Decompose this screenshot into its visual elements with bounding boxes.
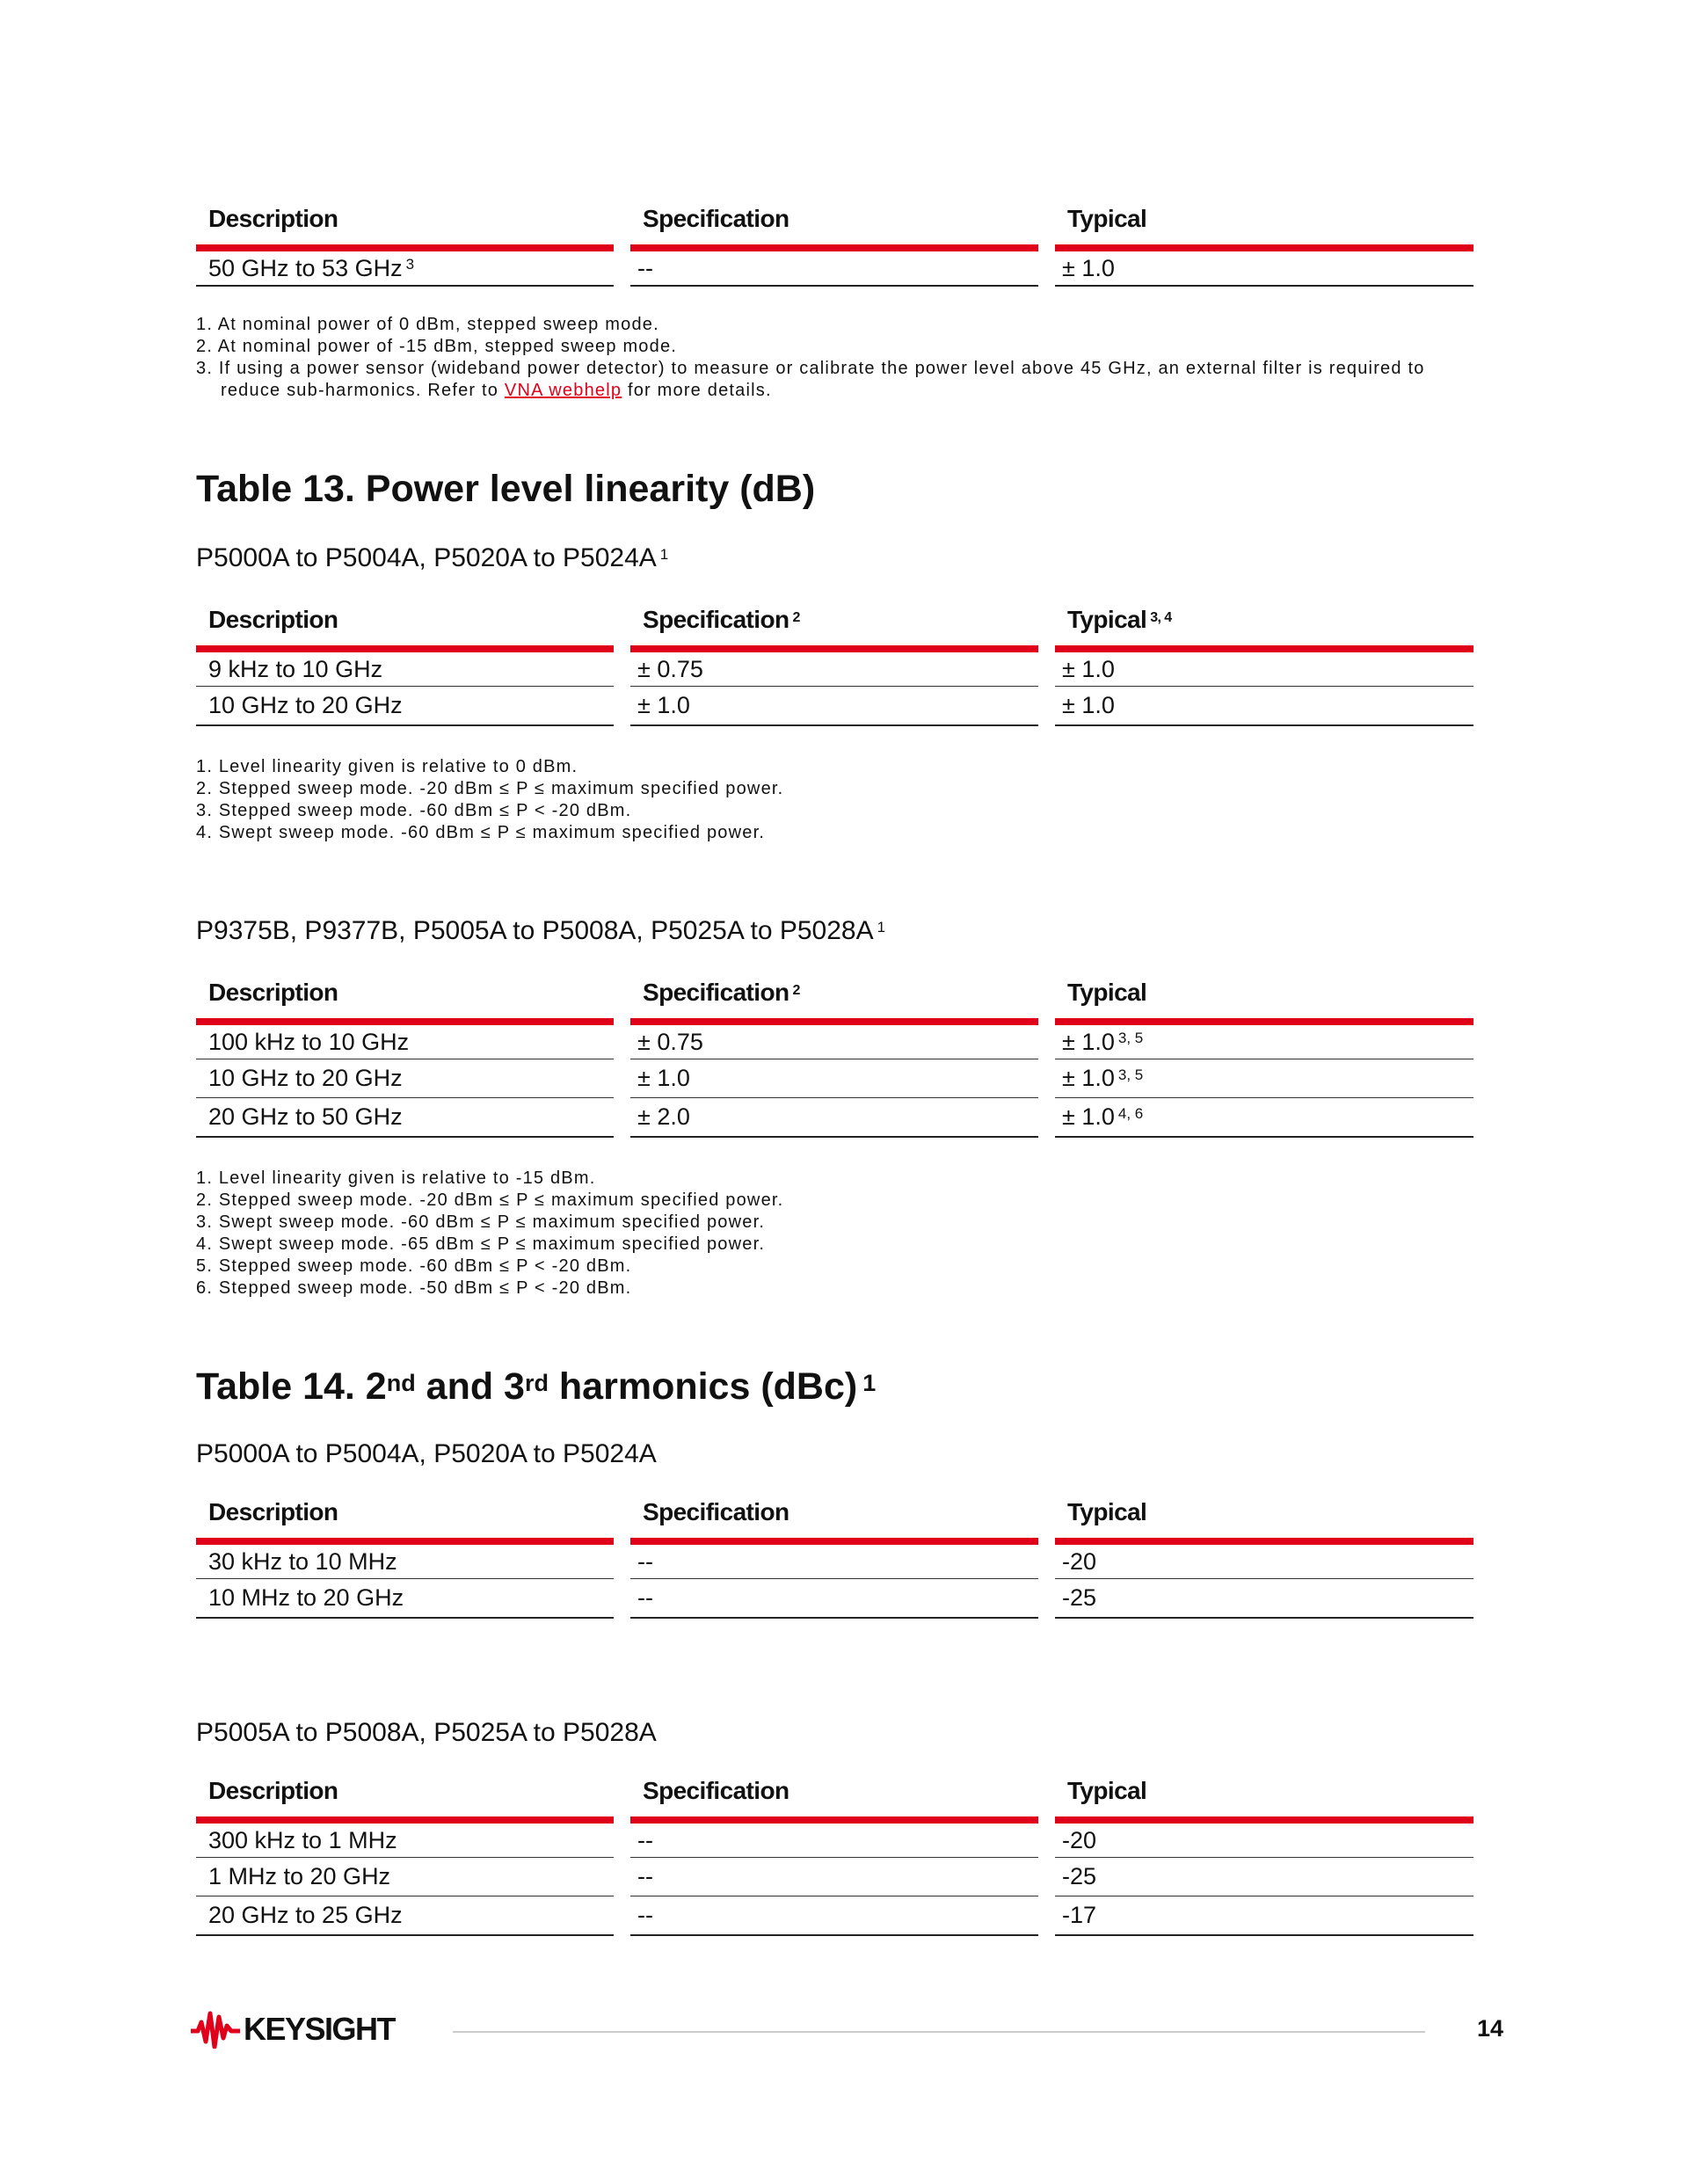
header-text: Typical xyxy=(1067,1498,1147,1525)
table-cell xyxy=(196,1545,614,1579)
column-header xyxy=(196,978,614,1025)
table-cell xyxy=(1055,1579,1473,1619)
cell-text: 1 MHz to 20 GHz xyxy=(208,1863,391,1889)
table-13a-subtitle xyxy=(196,542,1473,574)
cell-text: -- xyxy=(637,1863,653,1889)
table-cell xyxy=(1055,251,1473,287)
header-text: Specification xyxy=(643,205,789,232)
cell-text: 50 GHz to 53 GHz xyxy=(208,255,403,281)
footnote-ref: 3 xyxy=(405,256,415,273)
subtitle-text: P5000A to P5004A, P5020A to P5024A xyxy=(196,543,657,572)
table-cell xyxy=(630,687,1038,726)
table-cell xyxy=(630,1098,1038,1138)
table-13-title: Table 13. Power level linearity (dB) xyxy=(196,468,816,510)
keysight-wave-icon xyxy=(191,2010,240,2049)
column-header xyxy=(630,605,1038,652)
header-text: Specification xyxy=(643,1498,789,1525)
table-cell xyxy=(1055,1858,1473,1896)
table-cell xyxy=(1055,1098,1473,1138)
cell-text: ± 1.0 xyxy=(1062,692,1115,718)
table-cell xyxy=(630,1579,1038,1619)
header-text: Description xyxy=(208,606,338,633)
table-cell xyxy=(196,1059,614,1098)
column-header xyxy=(630,978,1038,1025)
table-cell xyxy=(1055,1896,1473,1936)
cell-text: 300 kHz to 1 MHz xyxy=(208,1827,397,1853)
table-13b xyxy=(196,978,1473,1138)
footnote: 1. Level linearity given is relative to 0 dBm. xyxy=(196,757,578,776)
footnote: 4. Swept sweep mode. -60 dBm ≤ P ≤ maximum specified power. xyxy=(196,823,766,842)
table-cell xyxy=(1055,652,1473,687)
table-cell xyxy=(196,1858,614,1896)
header-text: Description xyxy=(208,979,338,1006)
column-header xyxy=(196,1776,614,1824)
footer-divider xyxy=(453,2031,1425,2033)
cell-text: ± 1.0 xyxy=(637,1065,690,1091)
cell-text: 10 GHz to 20 GHz xyxy=(208,692,403,718)
footnote-ref: 2 xyxy=(792,983,800,998)
table-13a xyxy=(196,605,1473,726)
footnote-ref: 2 xyxy=(792,610,800,625)
table-cell xyxy=(630,1896,1038,1936)
table-cell xyxy=(196,1824,614,1858)
footnote: 2. Stepped sweep mode. -20 dBm ≤ P ≤ maximum specified power. xyxy=(196,779,784,798)
table-cell xyxy=(1055,1059,1473,1098)
table-cell xyxy=(1055,1824,1473,1858)
table-cell xyxy=(630,1858,1038,1896)
cell-text: 9 kHz to 10 GHz xyxy=(208,656,383,682)
header-text: Specification xyxy=(643,979,789,1006)
table-14a xyxy=(196,1497,1473,1619)
top-spec-table xyxy=(196,204,1473,287)
cell-text: -- xyxy=(637,1827,653,1853)
column-header xyxy=(1055,605,1473,652)
table-cell xyxy=(630,652,1038,687)
footnote: 3. Stepped sweep mode. -60 dBm ≤ P < -20 dBm. xyxy=(196,801,632,820)
footnote-ref: 1 xyxy=(659,546,669,563)
header-text: Specification xyxy=(643,606,789,633)
cell-text: ± 1.0 xyxy=(1062,656,1115,682)
table-cell xyxy=(196,687,614,726)
header-text: Description xyxy=(208,1498,338,1525)
footnote: 3. Swept sweep mode. -60 dBm ≤ P ≤ maximum specified power. xyxy=(196,1212,766,1232)
table-13a-footnotes xyxy=(196,756,1473,844)
table-cell xyxy=(630,1545,1038,1579)
cell-text: 10 MHz to 20 GHz xyxy=(208,1584,404,1611)
subtitle-text: P9375B, P9377B, P5005A to P5008A, P5025A to P5028A xyxy=(196,916,874,945)
cell-text: -- xyxy=(637,255,653,281)
table-cell xyxy=(196,1098,614,1138)
footnote: 1. At nominal power of 0 dBm, stepped sweep mode. xyxy=(196,315,659,334)
table-cell xyxy=(196,1025,614,1059)
header-text: Typical xyxy=(1067,1777,1147,1804)
cell-text: ± 1.0 xyxy=(1062,1103,1115,1130)
footnote-text: for more details. xyxy=(622,381,772,400)
cell-text: -25 xyxy=(1062,1584,1097,1611)
cell-text: -- xyxy=(637,1902,653,1928)
cell-text: -25 xyxy=(1062,1863,1097,1889)
cell-text: -- xyxy=(637,1548,653,1575)
column-header xyxy=(196,1497,614,1545)
vna-webhelp-link[interactable]: VNA webhelp xyxy=(504,381,622,400)
table-cell xyxy=(196,1896,614,1936)
column-header xyxy=(1055,1497,1473,1545)
table-cell xyxy=(630,251,1038,287)
footnote-ref: 3, 4 xyxy=(1150,610,1172,625)
table-cell xyxy=(630,1059,1038,1098)
cell-text: -- xyxy=(637,1584,653,1611)
table-cell xyxy=(630,1025,1038,1059)
cell-text: -17 xyxy=(1062,1902,1097,1928)
cell-text: ± 1.0 xyxy=(1062,255,1115,281)
footnote: 2. At nominal power of -15 dBm, stepped sweep mode. xyxy=(196,337,678,356)
footnote: 1. Level linearity given is relative to -15 dBm. xyxy=(196,1168,596,1188)
table-cell xyxy=(630,1824,1038,1858)
footnote: 4. Swept sweep mode. -65 dBm ≤ P ≤ maximum specified power. xyxy=(196,1234,766,1254)
footnote-ref: 3, 5 xyxy=(1117,1030,1144,1046)
cell-text: -20 xyxy=(1062,1548,1097,1575)
cell-text: -20 xyxy=(1062,1827,1097,1853)
cell-text: ± 2.0 xyxy=(637,1103,690,1130)
table-cell xyxy=(1055,687,1473,726)
footnote-ref: 1 xyxy=(877,919,886,935)
logo-text: KEYSIGHT xyxy=(244,2011,396,2047)
footnote-ref: 3, 5 xyxy=(1117,1067,1144,1083)
cell-text: 30 kHz to 10 MHz xyxy=(208,1548,397,1575)
table-cell xyxy=(196,1579,614,1619)
table-cell xyxy=(196,251,614,287)
footnote: 6. Stepped sweep mode. -50 dBm ≤ P < -20 dBm. xyxy=(196,1278,632,1298)
cell-text: ± 0.75 xyxy=(637,1029,703,1055)
cell-text: 100 kHz to 10 GHz xyxy=(208,1029,410,1055)
table-14-title: Table 14. 2nd and 3rd harmonics (dBc) $^1$ xyxy=(196,1365,877,1408)
header-text: Description xyxy=(208,205,338,232)
column-header xyxy=(630,1497,1038,1545)
column-header xyxy=(196,605,614,652)
column-header xyxy=(196,204,614,251)
table-cell xyxy=(1055,1025,1473,1059)
header-text: Description xyxy=(208,1777,338,1804)
column-header xyxy=(630,204,1038,251)
top-footnotes xyxy=(196,314,1473,402)
cell-text: ± 0.75 xyxy=(637,656,703,682)
table-cell xyxy=(1055,1545,1473,1579)
table-14b-subtitle: P5005A to P5008A, P5025A to P5028A xyxy=(196,1718,657,1747)
cell-text: ± 1.0 xyxy=(637,692,690,718)
header-text: Typical xyxy=(1067,606,1147,633)
column-header xyxy=(1055,204,1473,251)
table-cell xyxy=(196,652,614,687)
cell-text: ± 1.0 xyxy=(1062,1065,1115,1091)
column-header xyxy=(630,1776,1038,1824)
cell-text: 20 GHz to 50 GHz xyxy=(208,1103,403,1130)
header-text: Typical xyxy=(1067,205,1147,232)
footnote xyxy=(196,358,1473,402)
keysight-logo xyxy=(191,2010,395,2049)
footnote-text: 3. If using a power sensor (wideband power detector) to measure or calibrate the power level above 45 GHz, an external filter is required to reduce sub-harmonics. Refer to xyxy=(196,359,1425,400)
footnote: 5. Stepped sweep mode. -60 dBm ≤ P < -20 dBm. xyxy=(196,1256,632,1276)
header-text: Typical xyxy=(1067,979,1147,1006)
footnote-ref: 4, 6 xyxy=(1117,1105,1144,1122)
cell-text: ± 1.0 xyxy=(1062,1029,1115,1055)
table-13b-subtitle xyxy=(196,915,1473,947)
table-13b-footnotes xyxy=(196,1168,1473,1299)
table-14a-subtitle: P5000A to P5004A, P5020A to P5024A xyxy=(196,1439,657,1468)
footnote: 2. Stepped sweep mode. -20 dBm ≤ P ≤ maximum specified power. xyxy=(196,1190,784,1210)
cell-text: 20 GHz to 25 GHz xyxy=(208,1902,403,1928)
cell-text: 10 GHz to 20 GHz xyxy=(208,1065,403,1091)
header-text: Specification xyxy=(643,1777,789,1804)
column-header xyxy=(1055,1776,1473,1824)
page-number: 14 xyxy=(1477,2015,1504,2042)
table-14b xyxy=(196,1776,1473,1936)
column-header xyxy=(1055,978,1473,1025)
